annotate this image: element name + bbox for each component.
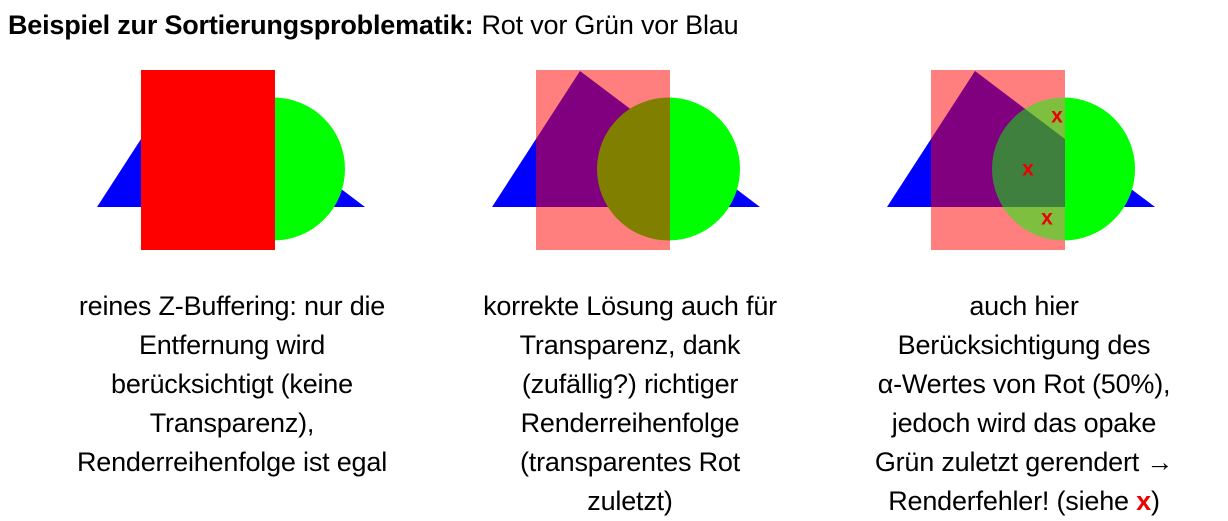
caption-line: reines Z-Buffering: nur die xyxy=(78,291,386,321)
red-rectangle-transparent xyxy=(536,70,670,250)
caption-line: Renderreihenfolge xyxy=(520,408,740,438)
caption-line: α-Wertes von Rot (50%), xyxy=(877,369,1171,399)
caption-wrong-render-order xyxy=(824,287,1224,521)
caption-line: Grün zuletzt gerendert → xyxy=(874,447,1174,477)
caption-line: (transparentes Rot xyxy=(519,447,740,477)
slide-title-rest: Rot vor Grün vor Blau xyxy=(481,10,739,40)
caption-opaque-z-buffer xyxy=(32,287,432,482)
caption-line: Transparenz, dank xyxy=(519,330,741,360)
caption-line: jedoch wird das opake xyxy=(891,408,1157,438)
caption-line xyxy=(824,482,1224,521)
error-mark-icon: x xyxy=(1041,206,1053,230)
caption-line: (zufällig?) richtiger xyxy=(521,369,739,399)
caption-line: Transparenz), xyxy=(149,408,315,438)
caption-line: Entfernung wird xyxy=(138,330,326,360)
caption-line: berücksichtigt (keine xyxy=(111,369,353,399)
slide-title xyxy=(8,8,738,42)
caption-line: Renderreihenfolge ist egal xyxy=(76,447,387,477)
caption-correct-render-order xyxy=(430,287,830,521)
error-mark-icon: x xyxy=(1022,157,1034,181)
caption-line: auch hier xyxy=(969,291,1079,321)
caption-text: Renderfehler! (siehe xyxy=(888,486,1137,516)
caption-line: zuletzt) xyxy=(587,486,673,516)
error-mark-reference: x xyxy=(1136,486,1151,516)
slide-title-bold: Beispiel zur Sortierungsproblematik: xyxy=(8,10,474,40)
figure-correct-render-order xyxy=(485,60,766,251)
caption-line: Berücksichtigung des xyxy=(897,330,1151,360)
figure-opaque-z-buffer xyxy=(90,60,371,251)
figure-wrong-render-order xyxy=(880,60,1161,251)
green-circle-opaque-part xyxy=(992,98,1135,241)
red-rectangle xyxy=(141,70,275,250)
caption-line: korrekte Lösung auch für xyxy=(483,291,777,321)
caption-text: ) xyxy=(1150,486,1160,516)
error-mark-icon: x xyxy=(1051,104,1063,128)
